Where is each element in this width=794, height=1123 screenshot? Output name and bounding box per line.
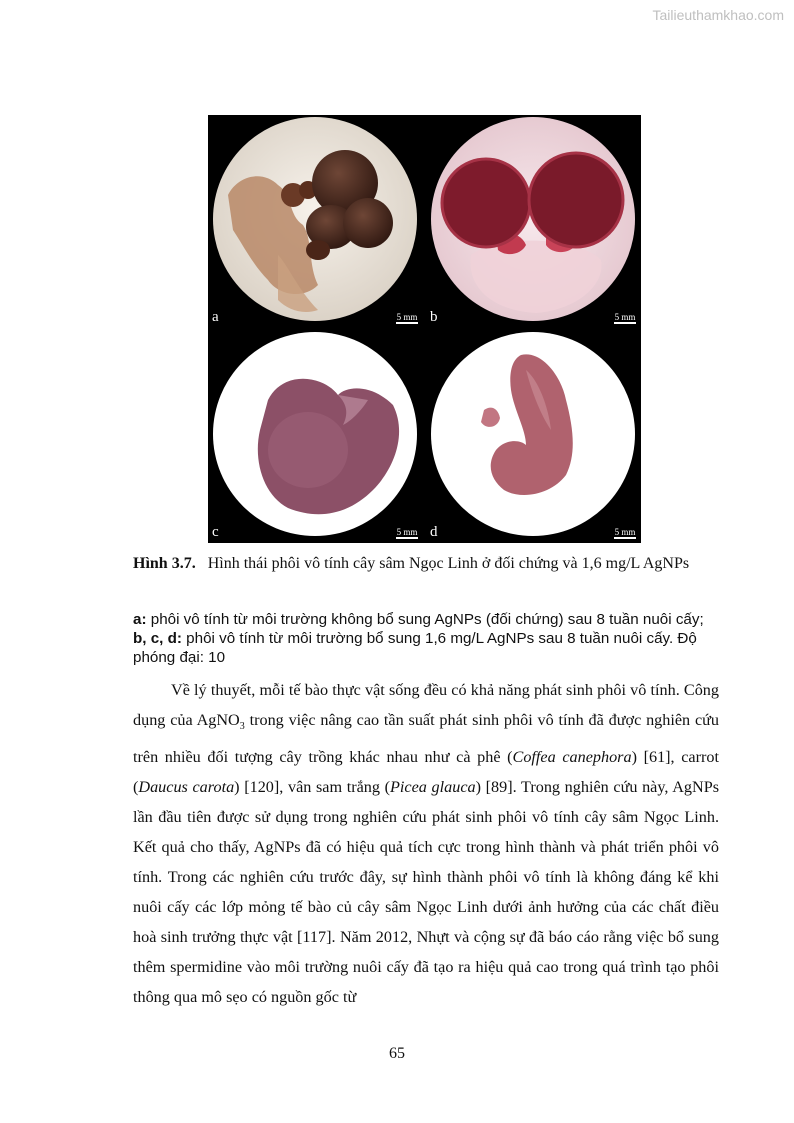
figure-panel-a bbox=[208, 115, 423, 328]
body-paragraph bbox=[133, 675, 719, 1012]
panel-letter-d: d bbox=[430, 524, 438, 540]
watermark: Tailieuthamkhao.com bbox=[652, 7, 784, 23]
legend-a-text: phôi vô tính từ môi trường không bổ sung AgNPs (đối chứng) sau 8 tuần nuôi cấy; bbox=[150, 611, 704, 628]
panel-letter-a: a bbox=[212, 309, 219, 325]
figure-3-7 bbox=[208, 115, 641, 543]
scale-bar-b: 5 mm bbox=[614, 312, 636, 322]
scale-bar-c: 5 mm bbox=[396, 527, 418, 537]
figure-caption-label: Hình 3.7. bbox=[133, 555, 196, 572]
legend-line-bcd bbox=[133, 629, 723, 667]
legend-bcd-label: b, c, d: bbox=[133, 630, 182, 647]
embryo-image-a bbox=[208, 115, 423, 328]
species-coffea: Coffea canephora bbox=[512, 748, 632, 767]
figure-caption bbox=[133, 552, 723, 576]
figure-caption-text: Hình thái phôi vô tính cây sâm Ngọc Linh ở đối chứng và 1,6 mg/L AgNPs bbox=[207, 555, 690, 572]
embryo-image-d bbox=[426, 330, 641, 543]
species-picea: Picea glauca bbox=[390, 778, 476, 797]
panel-letter-c: c bbox=[212, 524, 219, 540]
panel-letter-b: b bbox=[430, 309, 438, 325]
legend-a-label: a: bbox=[133, 611, 147, 628]
legend-bcd-text: phôi vô tính từ môi trường bổ sung 1,6 mg/L AgNPs sau 8 tuần nuôi cấy. Độ phóng đại: 10 bbox=[133, 630, 697, 666]
embryo-image-c bbox=[208, 330, 423, 543]
figure-panel-c bbox=[208, 330, 423, 543]
species-daucus: Daucus carota bbox=[138, 778, 235, 797]
scale-bar-a: 5 mm bbox=[396, 312, 418, 322]
paragraph: Về lý thuyết, mỗi tế bào thực vật sống đều có khả năng phát sinh phôi vô tính. Công dụng của AgNO$_3$ trong việc nâng cao tần suất phát sinh phôi vô tính đã được nghiên cứu trên nhiều đối tượng cây trồng khác nhau như cà phê (Coffea canephora) [61], carrot (Daucus carota) [120], vân sam trắng (Picea glauca) [89]. Trong nghiên cứu này, AgNPs lần đầu tiên được sử dụng trong nghiên cứu phát sinh phôi vô tính cây sâm Ngọc Linh. Kết quả cho thấy, AgNPs đã có hiệu quả tích cực trong hình thành và phát triển phôi vô tính. Trong các nghiên cứu trước đây, sự hình thành phôi vô tính là không đáng kể khi nuôi cấy các lớp mỏng tế bào củ cây sâm Ngọc Linh dưới ảnh hưởng của các chất điều hoà sinh trưởng thực vật [117]. Năm 2012, Nhựt và cộng sự đã báo cáo rằng việc bổ sung thêm spermidine vào môi trường nuôi cấy đã tạo ra hiệu quả cao trong quá trình tạo phôi thông qua mô sẹo có nguồn gốc từ bbox=[133, 681, 720, 1007]
figure-legend bbox=[133, 610, 723, 667]
scale-bar-d: 5 mm bbox=[614, 527, 636, 537]
page-number: 65 bbox=[389, 1045, 405, 1062]
figure-panel-d bbox=[426, 330, 641, 543]
figure-panel-b bbox=[426, 115, 641, 328]
embryo-image-b bbox=[426, 115, 641, 328]
legend-line-a bbox=[133, 610, 723, 629]
